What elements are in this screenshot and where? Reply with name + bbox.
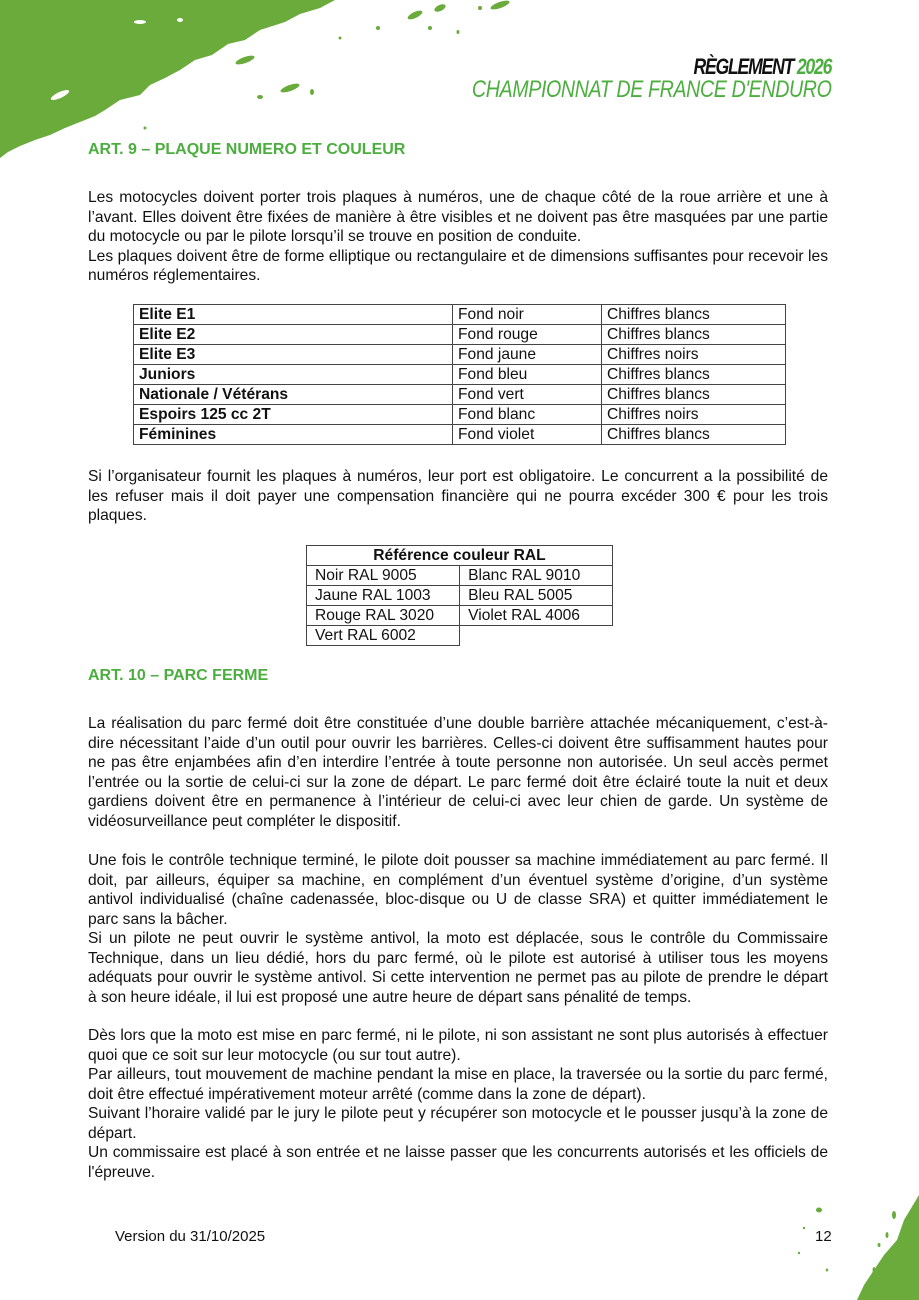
reglement-title	[693, 56, 831, 78]
art10-text: Une fois le contrôle technique terminé, le pilote doit pousser sa machine immédiatement au parc fermé. Il doit, par ailleurs, équiper sa machine, en complément d’un éventuel système d’origine, d’un système antivol individualisé (chaîne cadenassée, bloc-disque ou U de classe SRA) et quitter immédiatement le parc sans la bâcher.	[88, 852, 828, 928]
category-cell: Espoirs 125 cc 2T	[134, 405, 453, 425]
supply-text: Si l’organisateur fournit les plaques à numéros, leur port est obligatoire. Le concurrent a la possibilité de les refuser mais il doit payer une compensation financière qui ne pourra excéder 300 € pour les trois plaques.	[88, 468, 828, 524]
table-row	[134, 345, 786, 365]
background-cell: Fond rouge	[453, 325, 602, 345]
green-splash-decoration-bottom	[779, 1190, 919, 1300]
ral-table-header: Référence couleur RAL	[307, 546, 613, 566]
championship-title: CHAMPIONNAT DE FRANCE D'ENDURO	[471, 76, 831, 103]
art9-intro	[88, 188, 828, 286]
art9-intro-paragraph: Les motocycles doivent porter trois plaques à numéros, une de chaque côté de la roue arrière et une à l’avant. Elles doivent être fixées de manière à être visibles et ne doivent pas être masquées par une partie du motocycle ou par le pilote lorsqu’il se trouve en position de conduite.	[88, 189, 828, 245]
background-cell: Fond violet	[453, 425, 602, 445]
background-cell: Fond jaune	[453, 345, 602, 365]
digits-cell: Chiffres blancs	[602, 325, 786, 345]
table-row	[134, 305, 786, 325]
document-header	[393, 56, 832, 102]
background-cell: Fond vert	[453, 385, 602, 405]
art10-text: Un commissaire est placé à son entrée et ne laisse passer que les concurrents autorisés et les officiels de l'épreuve.	[88, 1144, 828, 1181]
ral-cell: Vert RAL 6002	[307, 626, 460, 646]
art10-paragraph-2	[88, 851, 828, 1007]
footer-version: Version du 31/10/2025	[115, 1228, 266, 1245]
ral-cell: Blanc RAL 9010	[460, 566, 613, 586]
art10-text: Par ailleurs, tout mouvement de machine pendant la mise en place, la traversée ou la sortie du parc fermé, doit être effectué impérativement moteur arrêté (comme dans la zone de départ).	[88, 1066, 828, 1103]
art10-title: ART. 10 – PARC FERME	[88, 667, 269, 684]
category-cell: Nationale / Vétérans	[134, 385, 453, 405]
digits-cell: Chiffres blancs	[602, 305, 786, 325]
digits-cell: Chiffres blancs	[602, 385, 786, 405]
category-cell: Féminines	[134, 425, 453, 445]
reglement-word: RÈGLEMENT	[693, 54, 793, 79]
art9-title: ART. 9 – PLAQUE NUMERO ET COULEUR	[88, 141, 406, 158]
category-cell: Elite E2	[134, 325, 453, 345]
art10-text: Si un pilote ne peut ouvrir le système antivol, la moto est déplacée, sous le contrôle du Commissaire Technique, dans un lieu dédié, hors du parc fermé, où le pilote est autorisé à utiliser tous les moyens adéquats pour ouvrir le système antivol. Si cette intervention ne permet pas au pilote de prendre le départ à son heure idéale, il lui est proposé une autre heure de départ sans pénalité de temps.	[88, 930, 828, 1006]
table-row	[134, 405, 786, 425]
table-row	[134, 325, 786, 345]
art10-paragraph-3	[88, 1026, 828, 1182]
art10-paragraph-1	[88, 714, 828, 831]
number-plate-colors-table	[133, 304, 786, 445]
table-row	[134, 385, 786, 405]
table-row	[307, 566, 613, 586]
digits-cell: Chiffres blancs	[602, 425, 786, 445]
table-header-row	[307, 546, 613, 566]
art9-supply-paragraph	[88, 467, 828, 526]
table-row	[134, 365, 786, 385]
background-cell: Fond bleu	[453, 365, 602, 385]
art9-intro-paragraph: Les plaques doivent être de forme elliptique ou rectangulaire et de dimensions suffisantes pour recevoir les numéros réglementaires.	[88, 247, 828, 284]
reglement-year: 2026	[796, 54, 831, 79]
art10-text: Dès lors que la moto est mise en parc fermé, ni le pilote, ni son assistant ne sont plus autorisés à effectuer quoi que ce soit sur leur motocycle (ou sur tout autre).	[88, 1027, 828, 1064]
category-cell: Elite E1	[134, 305, 453, 325]
background-cell: Fond blanc	[453, 405, 602, 425]
ral-cell: Violet RAL 4006	[460, 606, 613, 626]
ral-empty-cell	[460, 626, 613, 646]
digits-cell: Chiffres noirs	[602, 405, 786, 425]
table-row	[307, 626, 613, 646]
art10-text: La réalisation du parc fermé doit être constituée d’une double barrière attachée mécaniquement, c’est-à-dire nécessitant l’aide d’un outil pour ouvrir les barrières. Celles-ci doivent être suffisamment hautes pour ne pas être enjambées afin d’en interdire l’entrée à toute personne non autorisée. Un seul accès permet l’entrée ou la sortie de celui-ci sur la zone de départ. Le parc fermé doit être éclairé toute la nuit et deux gardiens doivent être en permanence à l’intérieur de celui-ci avec leur chien de garde. Un système de vidéosurveillance peut compléter le dispositif.	[88, 715, 828, 830]
page-number: 12	[815, 1228, 832, 1245]
background-cell: Fond noir	[453, 305, 602, 325]
category-cell: Juniors	[134, 365, 453, 385]
table-row	[134, 425, 786, 445]
category-cell: Elite E3	[134, 345, 453, 365]
ral-cell: Jaune RAL 1003	[307, 586, 460, 606]
ral-cell: Noir RAL 9005	[307, 566, 460, 586]
ral-cell: Bleu RAL 5005	[460, 586, 613, 606]
table-row	[307, 606, 613, 626]
digits-cell: Chiffres noirs	[602, 345, 786, 365]
digits-cell: Chiffres blancs	[602, 365, 786, 385]
ral-cell: Rouge RAL 3020	[307, 606, 460, 626]
table-row	[307, 586, 613, 606]
art10-text: Suivant l’horaire validé par le jury le pilote peut y récupérer son motocycle et le pousser jusqu’à la zone de départ.	[88, 1105, 828, 1142]
ral-color-reference-table	[306, 545, 613, 646]
